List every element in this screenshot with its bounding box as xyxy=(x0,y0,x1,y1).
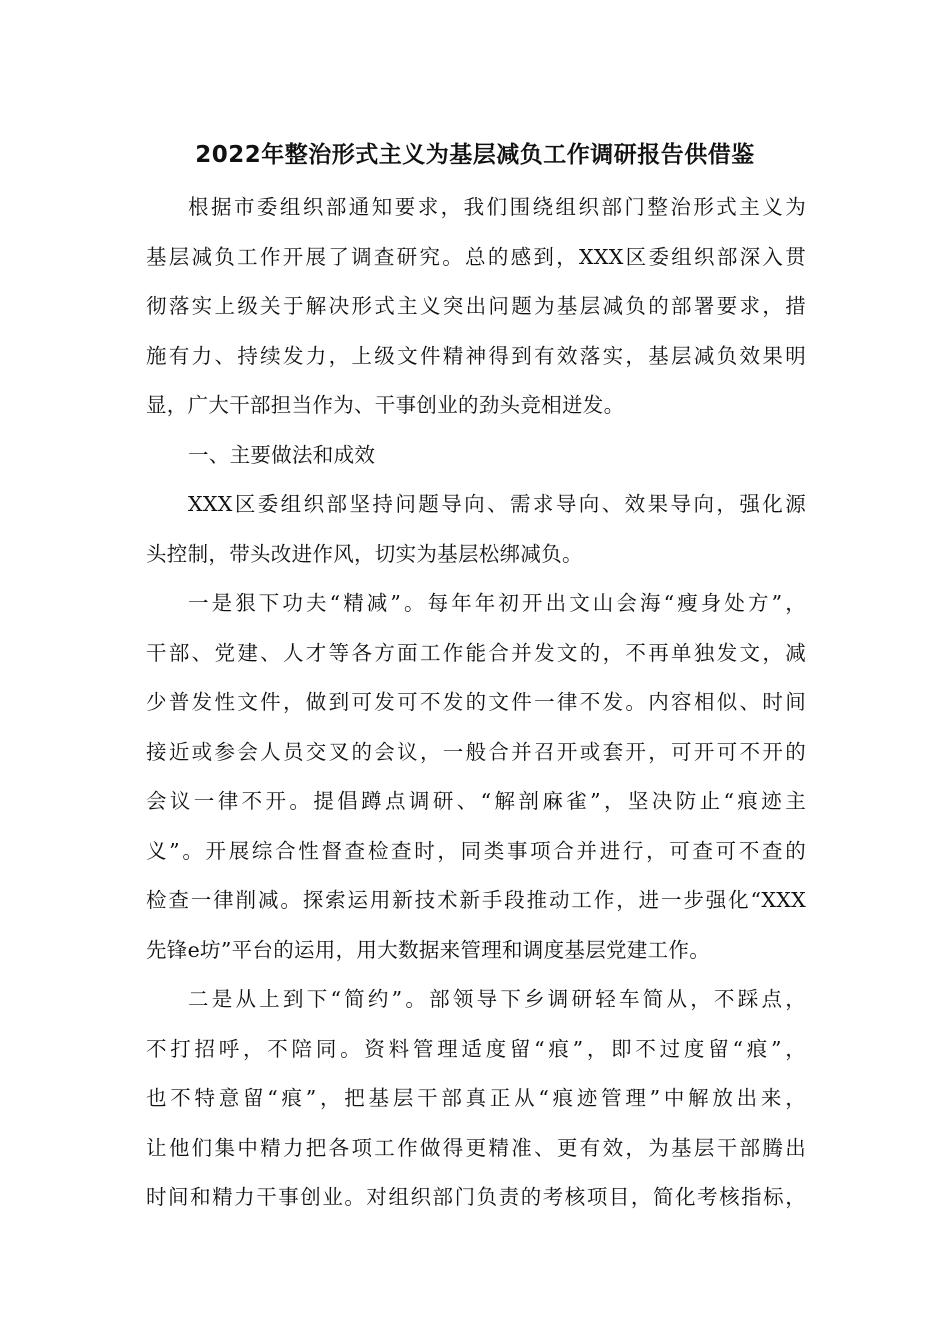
text-line: 一、主要做法和成效 xyxy=(188,442,376,467)
document-title: 2022年整治形式主义为基层减负工作调研报告供借鉴 xyxy=(195,142,755,168)
text-line: 让他们集中精力把各项工作做得更精准、更有效，为基层干部腾出 xyxy=(146,1135,806,1160)
text-line: 接近或参会人员交叉的会议，一般合并召开或套开，可开可不开的 xyxy=(146,739,806,764)
text-line: 施有力、持续发力，上级文件精神得到有效落实，基层减负效果明 xyxy=(146,343,806,368)
text-line: 头控制，带头改进作风，切实为基层松绑减负。 xyxy=(146,541,583,566)
text-line: 不打招呼，不陪同。资料管理适度留“痕”，即不过度留“痕”， xyxy=(146,1036,806,1061)
text-line: 干部、党建、人才等各方面工作能合并发文的，不再单独发文，减 xyxy=(146,640,806,665)
document-body xyxy=(146,183,806,1223)
text-line: 显，广大干部担当作为、干事创业的劲头竞相迸发。 xyxy=(146,393,625,417)
text-line: 义”。开展综合性督查检查时，同类事项合并进行，可查可不查的 xyxy=(146,838,806,863)
text-line: 少普发性文件，做到可发可不发的文件一律不发。内容相似、时间 xyxy=(146,690,806,714)
text-line: 基层减负工作开展了调查研究。总的感到，XXX区委组织部深入贯 xyxy=(146,244,806,269)
text-line: 也不特意留“痕”，把基层干部真正从“痕迹管理”中解放出来， xyxy=(146,1086,806,1110)
text-line: 会议一律不开。提倡蹲点调研、“解剖麻雀”，坚决防止“痕迹主 xyxy=(146,789,806,813)
text-line: 二是从上到下“简约”。部领导下乡调研轻车简从，不踩点， xyxy=(188,987,806,1011)
text-line: 一是狠下功夫“精减”。每年年初开出文山会海“瘦身处方”， xyxy=(188,591,806,615)
text-line: 根据市委组织部通知要求，我们围绕组织部门整治形式主义为 xyxy=(188,195,806,219)
text-line: 时间和精力干事创业。对组织部门负责的考核项目，简化考核指标， xyxy=(146,1185,806,1209)
text-line: 彻落实上级关于解决形式主义突出问题为基层减负的部署要求，措 xyxy=(146,294,806,318)
text-line: XXX区委组织部坚持问题导向、需求导向、效果导向，强化源 xyxy=(188,492,806,516)
text-line: 先锋e坊”平台的运用，用大数据来管理和调度基层党建工作。 xyxy=(146,937,711,962)
text-line: 检查一律削减。探索运用新技术新手段推动工作，进一步强化“XXX xyxy=(146,888,806,912)
